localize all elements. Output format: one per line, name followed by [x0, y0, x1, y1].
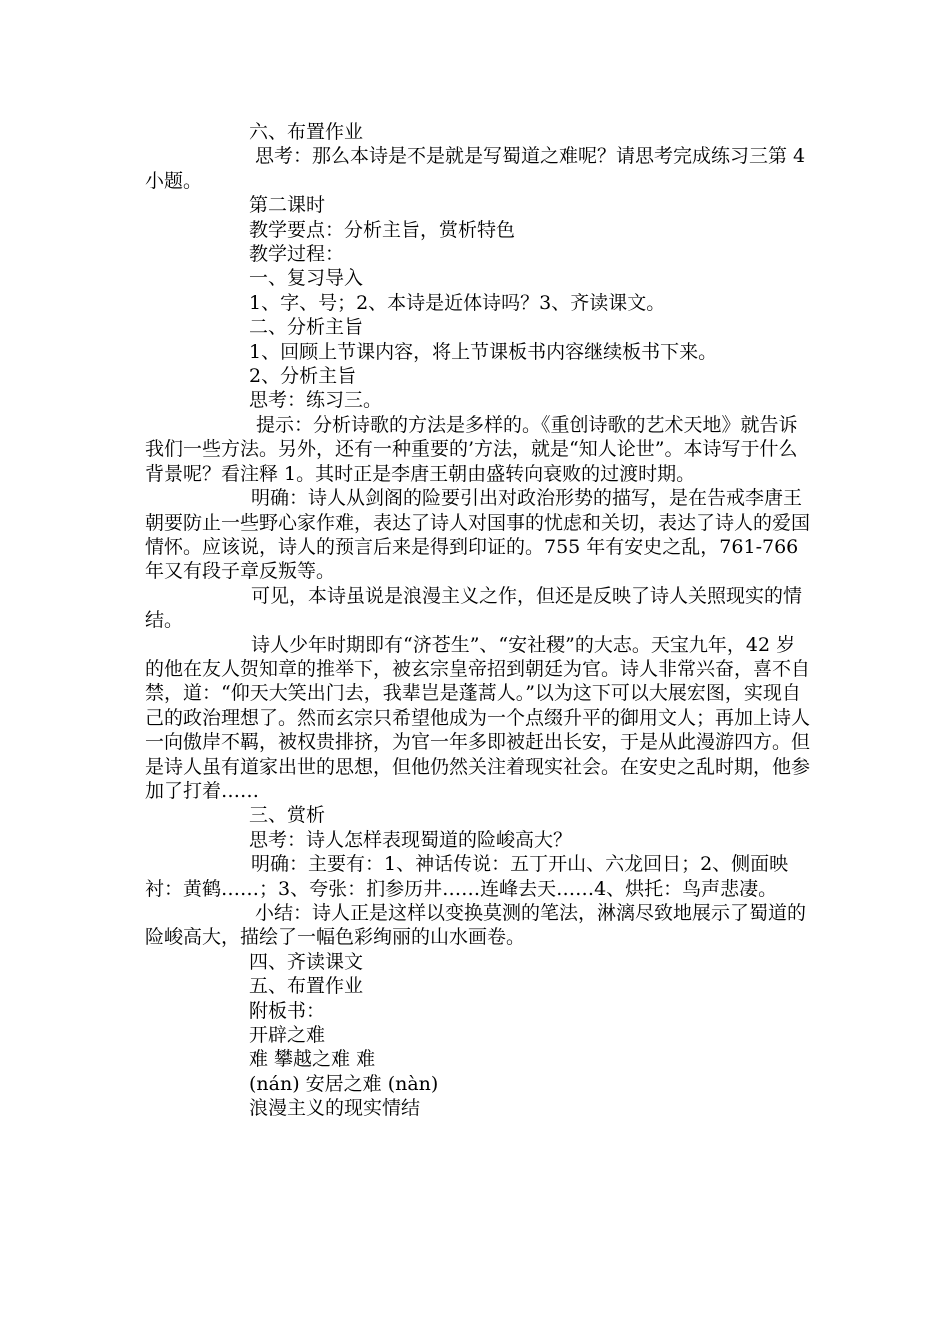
paragraph-think-question: 思考：那么本诗是不是就是写蜀道之难呢？请思考完成练习三第 4 小题。	[145, 145, 806, 192]
heading-appreciation: 三、赏析	[249, 804, 326, 827]
teaching-points: 教学要点：分析主旨，赏析特色	[249, 218, 516, 241]
heading-review: 一、复习导入	[249, 267, 364, 290]
paragraph-clarify-2: 明确：主要有：1、神话传说：五丁开山、六龙回日；2、侧面映衬：黄鹤……；3、夸张：扪参历井……连峰去天……4、烘托：鸟声悲凄。	[145, 853, 789, 900]
paragraph-hint: 提示：分析诗歌的方法是多样的。《重创诗歌的艺术天地》就告诉我们一些方法。另外，还有一种重要的’方法，就是“知人论世”。本诗写于什么背景呢？看注释 1。其时正是李唐王朝由盛转向衰败的过渡时期。	[145, 413, 798, 485]
analyze-item-1: 1、回顾上节课内容，将上节课板书内容继续板书下来。	[249, 340, 718, 363]
board-notes-label: 附板书：	[249, 999, 326, 1022]
paragraph-clarify-1: 明确：诗人从剑阁的险要引出对政治形势的描写，是在告戒李唐王朝要防止一些野心家作难，表达了诗人对国事的忧虑和关切，表达了诗人的爱国情怀。应该说，诗人的预言后来是得到印证的。755 年有安史之乱，761-766 年又有段子章反叛等。	[145, 487, 811, 583]
heading-assign-homework-5: 五、布置作业	[249, 975, 364, 998]
heading-second-lesson: 第二课时	[249, 194, 326, 217]
paragraph-conclusion: 可见，本诗虽说是浪漫主义之作，但还是反映了诗人关照现实的情结。	[145, 584, 803, 632]
paragraph-summary: 小结：诗人正是这样以变换莫测的笔法，淋漓尽致地展示了蜀道的险峻高大，描绘了一幅色彩绚丽的山水画卷。	[145, 902, 807, 949]
board-line-4: 浪漫主义的现实情结	[249, 1097, 421, 1120]
think-appreciation: 思考：诗人怎样表现蜀道的险峻高大？	[249, 828, 573, 851]
board-line-3: (nán) 安居之难 (nàn)	[249, 1072, 439, 1095]
analyze-item-2: 2、分析主旨	[249, 365, 357, 388]
board-line-1: 开辟之难	[249, 1024, 326, 1047]
heading-assign-homework-6: 六、布置作业	[249, 121, 364, 143]
heading-analyze-theme: 二、分析主旨	[249, 316, 364, 339]
document-page	[145, 120, 810, 1121]
review-items: 1、字、号；2、本诗是近体诗吗？3、齐读课文。	[249, 291, 666, 314]
think-exercise: 思考：练习三。	[249, 389, 383, 412]
board-line-2: 难 攀越之难 难	[249, 1048, 376, 1071]
paragraph-poet-background: 诗人少年时期即有“济苍生”、“安社稷”的大志。天宝九年，42 岁的他在友人贺知章的推举下，被玄宗皇帝招到朝廷为官。诗人非常兴奋，喜不自禁，道：“仰天大笑出门去，我辈岂是蓬蒿人。”以为这下可以大展宏图，实现自己的政治理想了。然而玄宗只希望他成为一个点缀升平的御用文人；再加上诗人一向傲岸不羁，被权贵排挤，为官一年多即被赶出长安，于是从此漫游四方。但是诗人虽有道家出世的思想，但他仍然关注着现实社会。在安史之乱时期，他参加了打着……	[145, 633, 811, 802]
teaching-process: 教学过程：	[249, 243, 345, 266]
heading-read-aloud: 四、齐读课文	[249, 950, 364, 973]
